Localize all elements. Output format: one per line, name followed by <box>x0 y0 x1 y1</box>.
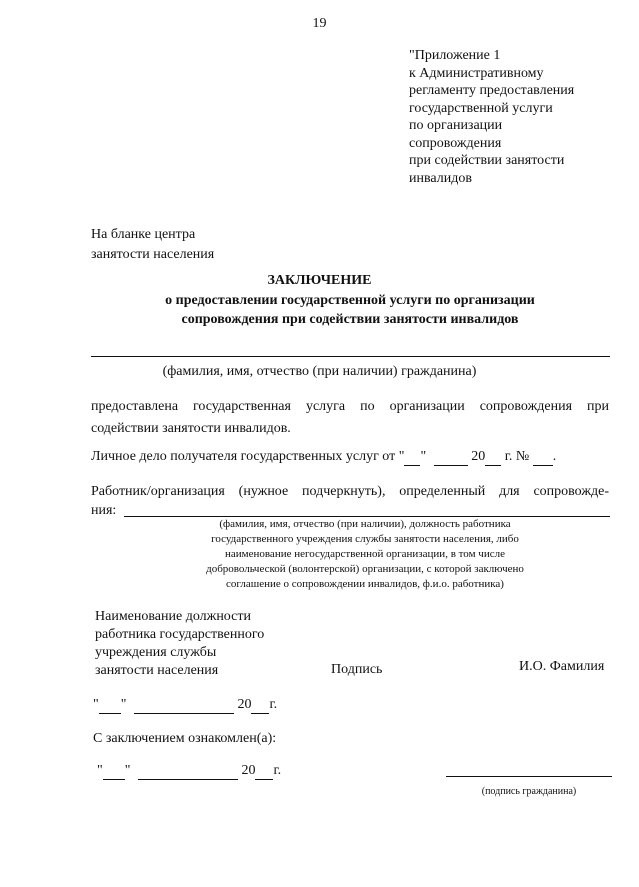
year-blank <box>251 697 269 714</box>
month-blank <box>138 763 238 780</box>
full-name-label: И.О. Фамилия <box>519 659 605 674</box>
year-blank <box>485 449 501 466</box>
date-line-1 <box>93 697 277 714</box>
day-blank <box>99 697 121 714</box>
year-prefix: 20 <box>241 763 256 778</box>
year-prefix: 20 <box>237 697 252 712</box>
letterhead-line: занятости населения <box>91 247 215 262</box>
letterhead-note <box>91 225 214 265</box>
worker-line-2: ния: <box>91 503 117 518</box>
position-line: учреждения службы <box>95 645 217 660</box>
appendix-line: при содействии занятости <box>409 153 565 168</box>
citizen-signature-caption: (подпись гражданина) <box>481 786 577 797</box>
year-suffix: г. <box>273 763 282 778</box>
number-blank <box>533 449 553 466</box>
acquainted-label: С заключением ознакомлен(а): <box>93 731 277 746</box>
signature-label: Подпись <box>331 662 383 677</box>
personal-file-line <box>91 449 556 466</box>
open-quote: " <box>93 697 99 712</box>
worker-caption-line: государственного учреждения службы занятости населения, либо <box>211 533 519 545</box>
document-title: ЗАКЛЮЧЕНИЕ <box>267 273 372 288</box>
end-dot: . <box>552 449 557 464</box>
citizen-signature-line <box>446 776 612 777</box>
month-blank <box>434 449 468 466</box>
appendix-line: к Административному <box>409 65 544 81</box>
worker-caption-line: соглашение о сопровождении инвалидов, ф.и.о. работника) <box>226 578 504 590</box>
year-prefix: 20 <box>471 449 486 464</box>
year-blank <box>255 763 273 780</box>
appendix-header <box>409 47 574 187</box>
year-suffix: г. № <box>504 449 530 464</box>
appendix-line: сопровождения <box>409 135 502 151</box>
worker-caption-line: добровольческой (волонтерской) организации, с которой заключено <box>206 563 524 575</box>
page-number: 19 <box>312 16 327 31</box>
open-quote: " <box>97 763 103 778</box>
appendix-line: государственной услуги <box>409 100 553 116</box>
date-line-2 <box>97 763 281 780</box>
personal-file-text: Личное дело получателя государственных услуг от " <box>91 449 405 464</box>
position-title <box>95 608 264 680</box>
quote-close: " <box>420 449 427 464</box>
subtitle-line: о предоставлении государственной услуги по организации <box>165 293 535 308</box>
document-subtitle <box>60 291 639 329</box>
worker-caption-line: (фамилия, имя, отчество (при наличии), должность работника <box>219 518 511 530</box>
worker-line-1: Работник/организация (нужное подчеркнуть), определенный для сопровожде- <box>91 484 609 499</box>
day-blank <box>404 449 420 466</box>
worker-caption-line: наименование негосударственной организации, в том числе <box>225 548 505 560</box>
month-blank <box>134 697 234 714</box>
worker-caption <box>140 517 590 592</box>
year-suffix: г. <box>269 697 278 712</box>
letterhead-line: На бланке центра <box>91 227 196 242</box>
day-blank <box>103 763 125 780</box>
subtitle-line: сопровождения при содействии занятости инвалидов <box>181 312 519 327</box>
position-line: занятости населения <box>95 663 219 678</box>
position-line: Наименование должности <box>95 609 251 624</box>
citizen-name-caption: (фамилия, имя, отчество (при наличии) гражданина) <box>162 364 477 379</box>
citizen-name-line <box>91 356 610 357</box>
service-paragraph: предоставлена государственная услуга по организации сопровождения при содействии занятости инвалидов. <box>91 399 609 436</box>
close-quote: " <box>124 763 131 778</box>
appendix-line: регламенту предоставления <box>409 83 575 98</box>
appendix-line: инвалидов <box>409 170 472 186</box>
position-line: работника государственного <box>95 627 265 642</box>
appendix-line: по организации <box>409 118 503 133</box>
close-quote: " <box>120 697 127 712</box>
appendix-line: "Приложение 1 <box>409 48 501 63</box>
